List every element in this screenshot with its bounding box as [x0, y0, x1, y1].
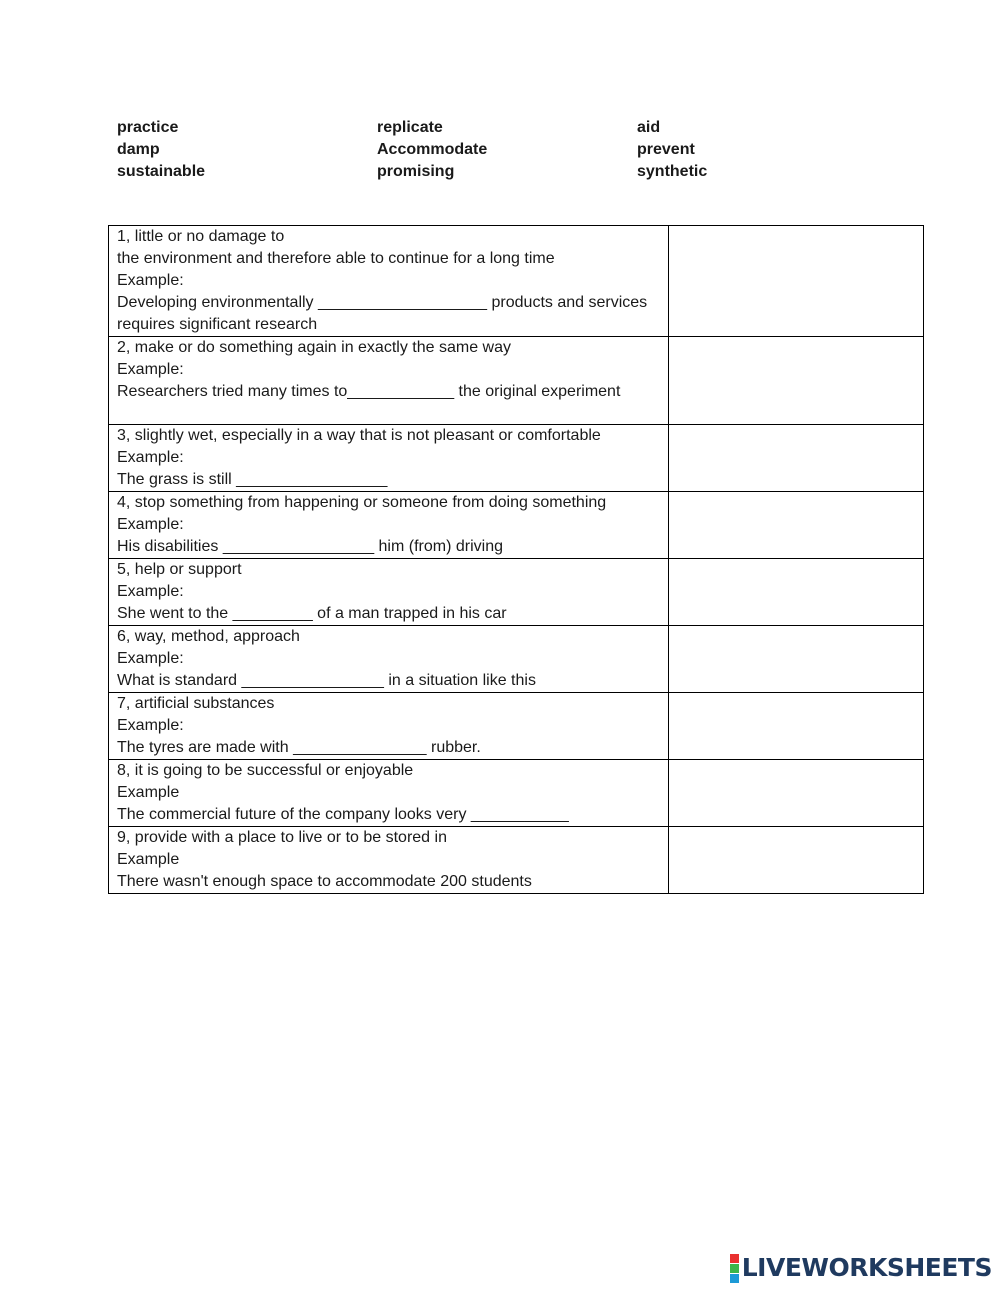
- table-row: [109, 226, 924, 337]
- answer-cell[interactable]: [669, 226, 924, 337]
- example-text: Example:: [117, 361, 184, 378]
- example-text: requires significant research: [117, 316, 318, 333]
- definition-text: 4, stop something from happening or someone from doing something: [117, 494, 607, 511]
- answer-cell[interactable]: [669, 559, 924, 626]
- answer-cell[interactable]: [669, 760, 924, 827]
- word-bank: [117, 117, 737, 183]
- word-bank-item: replicate: [377, 119, 443, 136]
- example-text: Example:: [117, 650, 184, 667]
- example-text: Example: [117, 851, 180, 868]
- answer-cell[interactable]: [669, 693, 924, 760]
- definition-text: 9, provide with a place to live or to be stored in: [117, 829, 447, 846]
- table-row: [109, 337, 924, 425]
- answer-cell[interactable]: [669, 827, 924, 894]
- example-text: Researchers tried many times to____________ the original experiment: [117, 383, 621, 400]
- logo-block-green: [730, 1264, 739, 1273]
- definition-cell: [109, 337, 669, 425]
- liveworksheets-logo: [730, 1253, 992, 1283]
- answer-cell[interactable]: [669, 337, 924, 425]
- table-row: [109, 559, 924, 626]
- definition-text: 6, way, method, approach: [117, 628, 300, 645]
- definition-cell: [109, 425, 669, 492]
- logo-block-blue: [730, 1274, 739, 1283]
- word-bank-item: damp: [117, 141, 160, 158]
- definition-text: 2, make or do something again in exactly the same way: [117, 339, 511, 356]
- table-row: [109, 827, 924, 894]
- word-bank-item: aid: [637, 119, 661, 136]
- example-text: The tyres are made with _______________ rubber.: [117, 739, 481, 756]
- definition-cell: [109, 226, 669, 337]
- answer-cell[interactable]: [669, 492, 924, 559]
- definition-text: 5, help or support: [117, 561, 242, 578]
- example-text: The commercial future of the company looks very ___________: [117, 806, 569, 823]
- table-row: [109, 626, 924, 693]
- definition-cell: [109, 827, 669, 894]
- definition-text: 8, it is going to be successful or enjoyable: [117, 762, 414, 779]
- logo-block-red: [730, 1254, 739, 1263]
- example-text: Developing environmentally ___________________ products and services: [117, 294, 648, 311]
- logo-text: LIVEWORKSHEETS: [741, 1253, 992, 1282]
- example-text: Example:: [117, 516, 184, 533]
- definition-text: 3, slightly wet, especially in a way that is not pleasant or comfortable: [117, 427, 601, 444]
- answer-cell[interactable]: [669, 626, 924, 693]
- definition-cell: [109, 492, 669, 559]
- word-bank-item: prevent: [637, 141, 695, 158]
- definition-cell: [109, 693, 669, 760]
- definitions-table: [108, 225, 924, 894]
- example-text: Example:: [117, 449, 184, 466]
- word-bank-item: promising: [377, 163, 455, 180]
- example-text: Example: [117, 784, 180, 801]
- table-row: [109, 492, 924, 559]
- definition-cell: [109, 559, 669, 626]
- definition-cell: [109, 760, 669, 827]
- example-text: the environment and therefore able to continue for a long time: [117, 250, 555, 267]
- logo-blocks-icon: [730, 1254, 739, 1283]
- example-text: The grass is still _________________: [117, 471, 388, 488]
- answer-cell[interactable]: [669, 425, 924, 492]
- definition-cell: [109, 626, 669, 693]
- example-text: What is standard ________________ in a situation like this: [117, 672, 536, 689]
- word-bank-item: synthetic: [637, 163, 708, 180]
- word-bank-item: sustainable: [117, 163, 206, 180]
- example-text: She went to the _________ of a man trapped in his car: [117, 605, 507, 622]
- example-text: His disabilities _________________ him (from) driving: [117, 538, 503, 555]
- definition-text: 7, artificial substances: [117, 695, 275, 712]
- table-row: [109, 425, 924, 492]
- example-text: Example:: [117, 583, 184, 600]
- example-text: Example:: [117, 717, 184, 734]
- word-bank-item: Accommodate: [377, 141, 488, 158]
- table-row: [109, 693, 924, 760]
- example-text: There wasn't enough space to accommodate 200 students: [117, 873, 532, 890]
- table-row: [109, 760, 924, 827]
- definition-text: 1, little or no damage to: [117, 228, 285, 245]
- example-text: Example:: [117, 272, 184, 289]
- word-bank-item: practice: [117, 119, 179, 136]
